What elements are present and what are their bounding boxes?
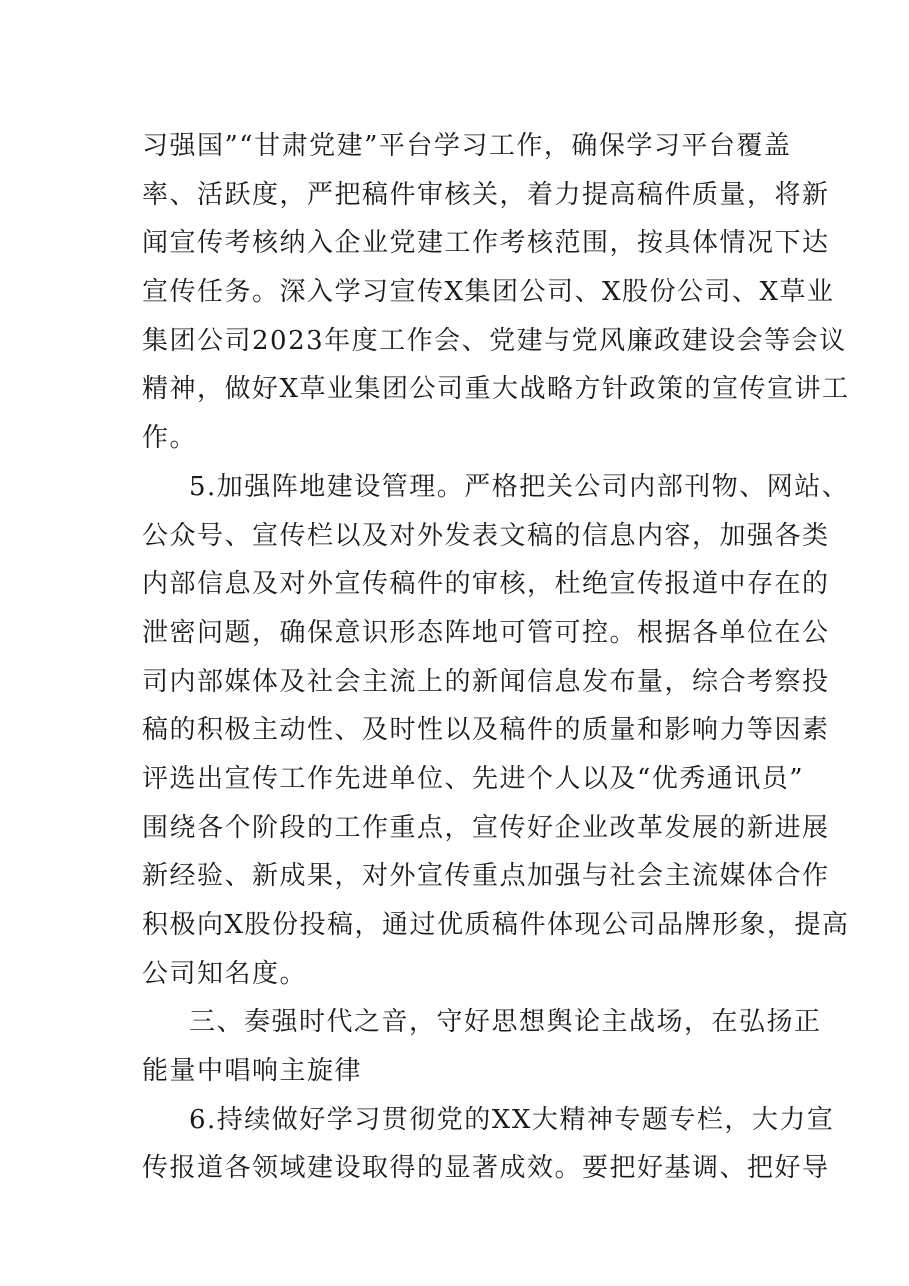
text-line: 稿的积极主动性、及时性以及稿件的质量和影响力等因素: [142, 715, 830, 746]
paragraph-start-line: 5.加强阵地建设管理。严格把关公司内部刊物、网站、: [189, 471, 850, 502]
text-line: 集团公司2023年度工作会、党建与党风廉政建设会等会议: [142, 325, 847, 356]
text-line: 围绕各个阶段的工作重点，宣传好企业改革发展的新进展: [142, 812, 830, 843]
text-line: 公众号、宣传栏以及对外发表文稿的信息内容，加强各类: [142, 520, 830, 551]
text-line: 泄密问题，确保意识形态阵地可管可控。根据各单位在公: [142, 617, 830, 648]
text-line: 司内部媒体及社会主流上的新闻信息发布量，综合考察投: [142, 666, 830, 697]
text-line: 内部信息及对外宣传稿件的审核，杜绝宣传报道中存在的: [142, 569, 830, 600]
paragraph-start-line: 6.持续做好学习贯彻党的XX大精神专题专栏，大力宣: [189, 1104, 835, 1135]
text-line: 宣传任务。深入学习宣传X集团公司、X股份公司、X草业: [142, 277, 835, 308]
document-body: [142, 122, 850, 1193]
section-heading-line: 能量中唱响主旋律: [142, 1056, 363, 1087]
text-line: 评选出宣传工作先进单位、先进个人以及“优秀通讯员”: [142, 763, 805, 794]
text-line: 精神，做好X草业集团公司重大战略方针政策的宣传宣讲工: [142, 374, 850, 405]
text-line: 传报道各领域建设取得的显著成效。要把好基调、把好导: [142, 1153, 830, 1184]
text-line: 积极向X股份投稿，通过优质稿件体现公司品牌形象，提高: [142, 910, 850, 940]
text-line: 公司知名度。: [142, 958, 308, 989]
section-heading-line: 三、奏强时代之音，守好思想舆论主战场，在弘扬正: [189, 1007, 822, 1038]
text-line: 闻宣传考核纳入企业党建工作考核范围，按具体情况下达: [142, 228, 830, 259]
text-line: 习强国”“甘肃党建”平台学习工作，确保学习平台覆盖: [142, 131, 792, 161]
text-line: 新经验、新成果，对外宣传重点加强与社会主流媒体合作: [142, 861, 830, 892]
text-line: 作。: [142, 423, 198, 454]
text-line: 率、活跃度，严把稿件审核关，着力提高稿件质量，将新: [142, 179, 830, 210]
